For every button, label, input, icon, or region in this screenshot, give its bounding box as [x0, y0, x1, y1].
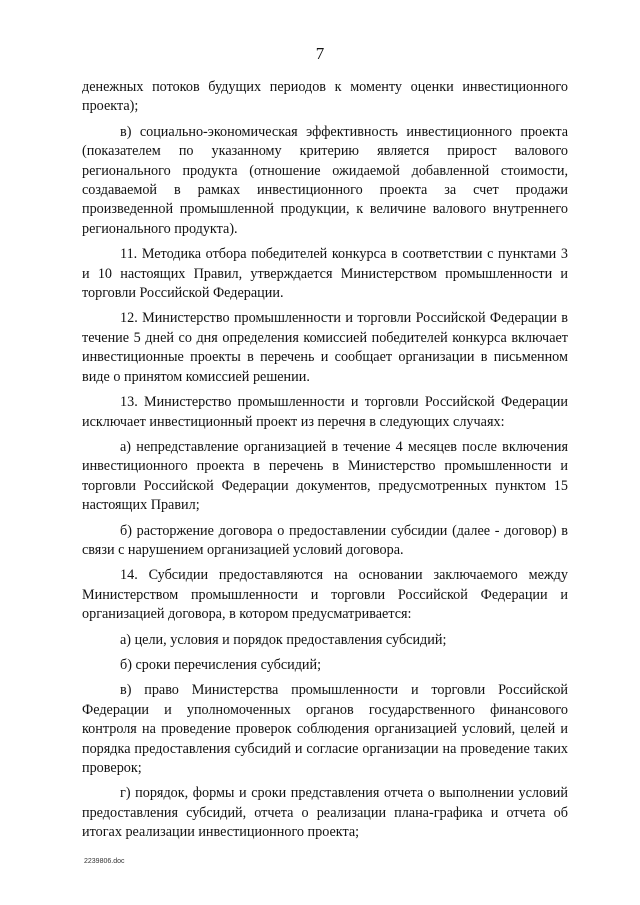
paragraph: г) порядок, формы и сроки представления отчета о выполнении условий предоставления субсидий, отчета о реализации плана-графика и отчета об итогах реализации инвестиционного проекта; — [82, 785, 568, 841]
paragraph: б) сроки перечисления субсидий; — [120, 656, 322, 673]
file-name-footer: 2239806.doc — [84, 858, 125, 865]
paragraph: в) право Министерства промышленности и торговли Российской Федерации и уполномоченных органов государственного финансового контроля на проведение проверок соблюдения организацией условий, целей и порядка предоставления субсидий и согласие организации на проведение таких проверок; — [82, 682, 568, 776]
paragraph: 14. Субсидии предоставляются на основании заключаемого между Министерством промышленности и торговли Российской Федерации и организацией договора, в котором предусматривается: — [82, 567, 568, 623]
page-number: 7 — [315, 44, 325, 63]
paragraph: 13. Министерство промышленности и торговли Российской Федерации исключает инвестиционный проект из перечня в следующих случаях: — [82, 394, 568, 430]
paragraph: 11. Методика отбора победителей конкурса в соответствии с пунктами 3 и 10 настоящих Правил, утверждается Министерством промышленности и торговли Российской Федерации. — [82, 246, 568, 302]
paragraph: в) социально-экономическая эффективность инвестиционного проекта (показателем по указанному критерию является прирост валового регионального продукта (отношение ожидаемой добавленной стоимости, создаваемой в рамках инвестиционного проекта за счет продажи произведенной промышленной продукции, к величине валового внутреннего регионального продукта). — [82, 123, 568, 237]
paragraph: а) цели, условия и порядок предоставления субсидий; — [120, 631, 447, 648]
paragraph: 12. Министерство промышленности и торговли Российской Федерации в течение 5 дней со дня определения комиссией победителей конкурса включает инвестиционные проекты в перечень и сообщает организации в письменном виде о принятом комиссией решении. — [82, 310, 568, 385]
document-body — [82, 78, 568, 849]
paragraph: денежных потоков будущих периодов к моменту оценки инвестиционного проекта); — [82, 79, 568, 115]
paragraph: б) расторжение договора о предоставлении субсидии (далее - договор) в связи с нарушением организацией условий договора. — [82, 522, 568, 558]
paragraph: а) непредставление организацией в течение 4 месяцев после включения инвестиционного проекта в перечень в Министерство промышленности и торговли Российской Федерации документов, предусмотренных пунктом 15 настоящих Правил; — [82, 438, 568, 514]
